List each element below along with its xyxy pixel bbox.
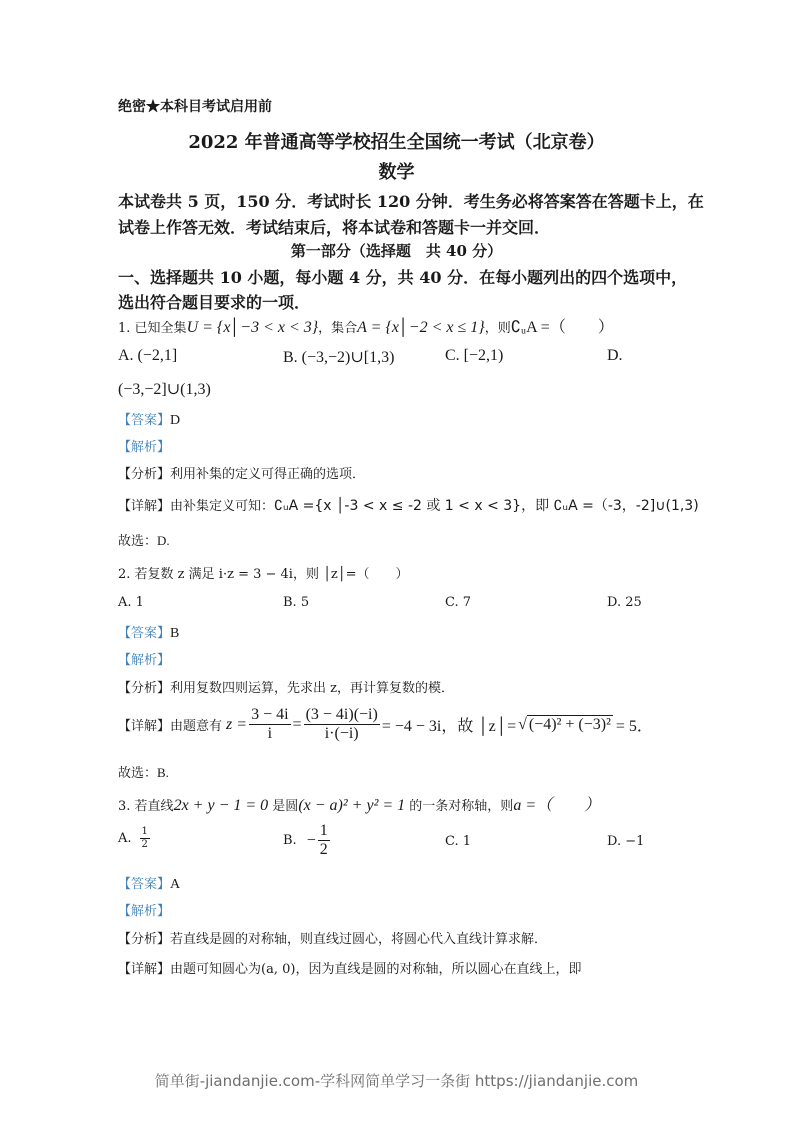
- question-2-option-c: C. 7: [445, 595, 472, 610]
- question-1-analysis: 【分析】利用补集的定义可得正确的选项．: [118, 467, 366, 482]
- analysis-label: 【分析】: [118, 932, 171, 947]
- question-1-jiexi-label: 【解析】: [118, 440, 171, 455]
- section-instructions-line-2: 选出符合题目要求的一项．: [118, 293, 311, 312]
- analysis-label: 【分析】: [118, 467, 171, 482]
- answer-label: 【答案】: [118, 626, 171, 641]
- question-2-stem: 2. 若复数 z 满足 i·z = 3 − 4i，则 │z│=（ ）: [118, 567, 409, 582]
- question-2-jiexi-label: 【解析】: [118, 653, 171, 668]
- math-circle-equation: (x − a)² + y² = 1: [298, 797, 406, 814]
- fraction: $\frac{1}{2}$: [319, 822, 328, 859]
- square-root: (−4)² + (−3)²: [528, 716, 611, 734]
- question-2-answer: 【答案】B: [118, 626, 180, 641]
- question-3-jiexi-label: 【解析】: [118, 904, 171, 919]
- question-2-option-b: B. 5: [283, 595, 310, 610]
- question-3-detail: 【详解】由题可知圆心为(a, 0)，因为直线是圆的对称轴，所以圆心在直线上，即: [118, 962, 582, 977]
- question-3-stem: 3. 若直线2x + y − 1 = 0 是圆(x − a)² + y² = 1 的一条对称轴，则a =（ ）: [118, 797, 601, 814]
- question-3-option-a: A. $\frac{1}{2}$: [118, 826, 148, 850]
- instructions-line-2: 试卷上作答无效．考试结束后，将本试卷和答题卡一并交回．: [118, 218, 551, 237]
- instructions-line-1: 本试卷共 5 页，150 分．考试时长 120 分钟．考生务必将答案答在答题卡上，在: [118, 192, 704, 211]
- question-2-option-a: A. 1: [118, 595, 144, 610]
- confidential-label: 绝密★本科目考试启用前: [118, 99, 272, 115]
- question-1-answer: 【答案】D: [118, 413, 181, 428]
- part1-title: 第一部分（选择题 共 40 分）: [290, 242, 503, 260]
- detail-label: 【详解】: [118, 962, 171, 977]
- question-2-conclusion: 故选：B.: [118, 765, 169, 781]
- question-1-detail: 【详解】由补集定义可知：∁ᵤA ={x │-3 < x ≤ -2 或 1 < x < 3}，即 ∁ᵤA =（-3，-2]∪(1,3): [118, 498, 699, 514]
- question-2-option-d: D. 25: [607, 595, 642, 610]
- fraction: $\frac{1}{2}$: [141, 826, 148, 850]
- question-1-option-d-value: (−3,−2]∪(1,3): [118, 381, 211, 398]
- question-2-detail: 【详解】 由题意有 z = $\frac{3 - 4i}{i}$ = $\frac{(3 - 4i)(-i)}{i\cdot(-i)}$ = −4 − 3i，故 │z│= √ (−4)² + (−3)² = 5．: [118, 706, 653, 743]
- question-number: 1.: [118, 321, 131, 336]
- question-3-option-c: C. 1: [445, 834, 472, 849]
- question-1-option-d: D.: [607, 347, 623, 364]
- math-set-U: U = {x│−3 < x < 3}: [186, 319, 319, 336]
- question-3-option-b: B. − $\frac{1}{2}$: [283, 822, 328, 859]
- math-complement: ∁ᵤA =（ ）: [510, 319, 614, 336]
- question-1-option-c: C. [−2,1): [445, 347, 504, 364]
- question-1-stem: 1. 已知全集U = {x│−3 < x < 3}，集合A = {x│−2 < x ≤ 1}，则∁ᵤA =（ ）: [118, 319, 614, 336]
- question-number: 2.: [118, 567, 131, 582]
- analysis-label: 【分析】: [118, 681, 171, 696]
- fraction: $\frac{3 - 4i}{i}$: [251, 706, 289, 743]
- math-set-A: A = {x│−2 < x ≤ 1}: [357, 319, 485, 336]
- question-3-answer: 【答案】A: [118, 877, 181, 892]
- question-1-option-b: B. (−3,−2)∪[1,3): [283, 349, 395, 366]
- answer-label: 【答案】: [118, 877, 171, 892]
- question-number: 3.: [118, 799, 131, 814]
- question-2-analysis: 【分析】利用复数四则运算，先求出 z，再计算复数的模．: [118, 681, 454, 696]
- question-3-option-d: D. −1: [607, 834, 645, 849]
- subject-title: 数学: [378, 162, 415, 183]
- question-1-option-a: A. (−2,1]: [118, 347, 178, 364]
- fraction: $\frac{(3 - 4i)(-i)}{i\cdot(-i)}$: [305, 706, 378, 743]
- answer-label: 【答案】: [118, 413, 171, 428]
- section-instructions-line-1: 一、选择题共 10 小题，每小题 4 分，共 40 分．在每小题列出的四个选项中，: [118, 268, 688, 287]
- math-line-equation: 2x + y − 1 = 0: [173, 797, 269, 814]
- detail-label: 【详解】: [118, 499, 171, 514]
- footer-watermark: 简单街-jiandanjie.com-学科网简单学习一条街 https://jiandanjie.com: [154, 1072, 639, 1090]
- question-3-analysis: 【分析】若直线是圆的对称轴，则直线过圆心，将圆心代入直线计算求解．: [118, 932, 548, 947]
- question-1-conclusion: 故选：D.: [118, 533, 170, 549]
- detail-label: 【详解】: [118, 719, 171, 735]
- exam-title: 2022 年普通高等学校招生全国统一考试（北京卷）: [188, 132, 605, 153]
